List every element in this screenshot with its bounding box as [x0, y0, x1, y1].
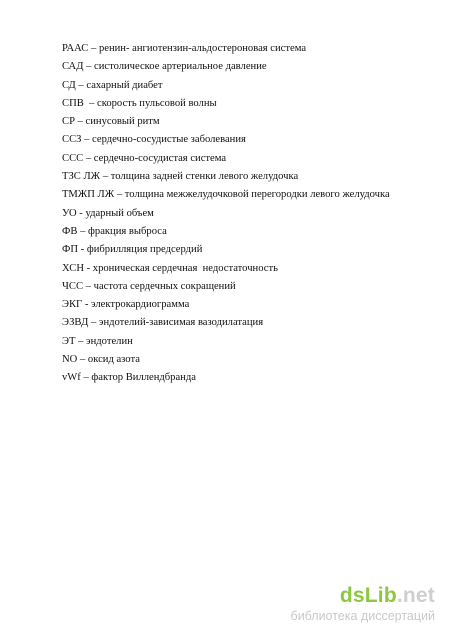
list-item: ТЗС ЛЖ – толщина задней стенки левого желудочка — [62, 171, 299, 183]
dslib-logo — [340, 584, 435, 608]
list-item: СПВ – скорость пульсовой волны — [62, 97, 217, 109]
list-item: САД – систолическое артериальное давление — [62, 61, 267, 73]
abbreviation-list — [62, 40, 442, 388]
list-item: ХСН - хроническая сердечная недостаточность — [62, 262, 278, 274]
logo-lib-text: Lib — [364, 584, 397, 607]
list-item: УО - ударный объем — [62, 207, 154, 219]
list-item: ЭТ – эндотелин — [62, 335, 133, 347]
list-item: ССЗ – сердечно-сосудистые заболевания — [62, 134, 246, 146]
list-item: ФВ – фракция выброса — [62, 225, 167, 237]
list-item: СР – синусовый ритм — [62, 116, 160, 128]
list-item: ССС – сердечно-сосудистая система — [62, 152, 227, 164]
list-item: vWf – фактор Виллендбранда — [62, 372, 196, 384]
watermark-tagline: библиотека диссертаций — [290, 609, 435, 623]
list-item: РААС – ренин- ангиотензин-альдостероновая система — [62, 43, 307, 54]
list-item: ФП - фибрилляция предсердий — [62, 244, 203, 256]
list-item: ЧСС – частота сердечных сокращений — [62, 280, 236, 292]
list-item: NO – оксид азота — [62, 354, 140, 366]
dslib-watermark — [268, 584, 443, 628]
list-item: ЭКГ - электрокардиограмма — [62, 299, 190, 311]
logo-ds-text: ds — [339, 584, 365, 607]
list-item: ТМЖП ЛЖ – толщина межжелудочковой перегородки левого желудочка — [62, 189, 390, 201]
list-item: СД – сахарный диабет — [62, 79, 163, 91]
logo-net-text: .net — [396, 584, 435, 607]
list-item: ЭЗВД – эндотелий-зависимая вазодилатация — [62, 317, 264, 329]
